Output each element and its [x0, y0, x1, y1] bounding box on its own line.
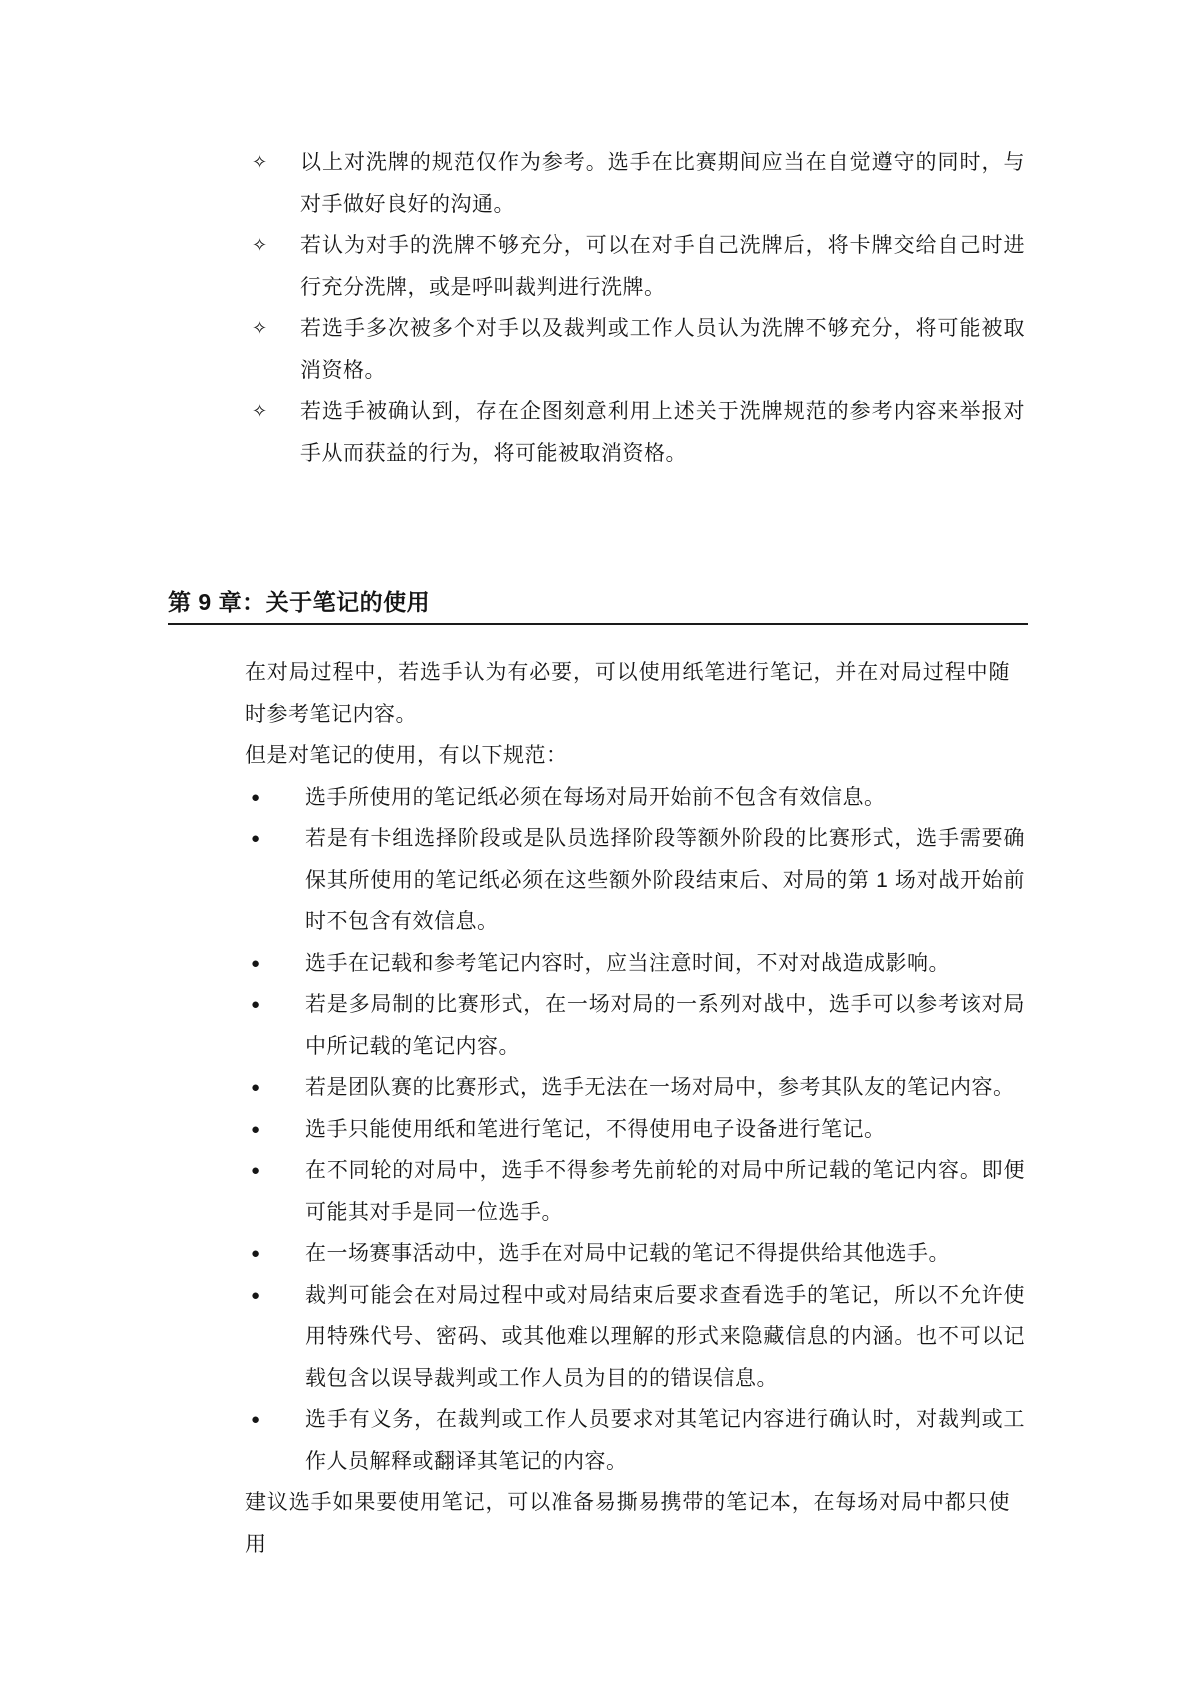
list-item: [252, 142, 1025, 225]
shuffle-rules-list: [252, 142, 1025, 474]
list-item: [245, 984, 1025, 1067]
intro-paragraph: 在对局过程中，若选手认为有必要，可以使用纸笔进行笔记，并在对局过程中随时参考笔记内容。: [245, 661, 1010, 726]
list-item-text: 选手在记载和参考笔记内容时，应当注意时间，不对对战造成影响。: [305, 951, 950, 975]
circle-bullet-icon: ●: [251, 1411, 261, 1428]
chapter-heading: 第 9 章：关于笔记的使用: [168, 586, 1028, 625]
circle-bullet-icon: ●: [251, 1120, 261, 1138]
circle-bullet-icon: ●: [251, 996, 261, 1013]
list-item: [245, 818, 1025, 943]
diamond-bullet-icon: ✧: [252, 152, 268, 172]
list-item: [245, 1233, 1025, 1275]
list-item-text: 若选手被确认到，存在企图刻意利用上述关于洗牌规范的参考内容来举报对手从而获益的行为，将可能被取消资格。: [300, 400, 1025, 465]
list-item: [252, 391, 1025, 474]
list-item-text: 若认为对手的洗牌不够充分，可以在对手自己洗牌后，将卡牌交给自己时进行充分洗牌，或是呼叫裁判进行洗牌。: [300, 234, 1025, 299]
circle-bullet-icon: ●: [251, 1079, 261, 1096]
list-item: [245, 1067, 1025, 1109]
list-item: [245, 1275, 1025, 1400]
list-item-text: 在一场赛事活动中，选手在对局中记载的笔记不得提供给其他选手。: [305, 1242, 950, 1265]
circle-bullet-icon: ●: [251, 1162, 261, 1179]
list-item-text: 若选手多次被多个对手以及裁判或工作人员认为洗牌不够充分，将可能被取消资格。: [300, 317, 1025, 382]
intro-paragraph: 但是对笔记的使用，有以下规范：: [245, 744, 568, 767]
list-item-text: 若是多局制的比赛形式，在一场对局的一系列对战中，选手可以参考该对局中所记载的笔记内容。: [305, 993, 1025, 1058]
list-item: [245, 1150, 1025, 1233]
list-item: [245, 777, 1025, 819]
list-item: [245, 1109, 1025, 1151]
diamond-bullet-icon: ✧: [252, 235, 268, 255]
diamond-bullet-icon: ✧: [252, 318, 268, 338]
circle-bullet-icon: ●: [251, 830, 261, 847]
chapter-body: [245, 652, 1025, 1565]
list-item-text: 若是有卡组选择阶段或是队员选择阶段等额外阶段的比赛形式，选手需要确保其所使用的笔记纸必须在这些额外阶段结束后、对局的第 1 场对战开始前时不包含有效信息。: [305, 827, 1025, 933]
list-item-text: 若是团队赛的比赛形式，选手无法在一场对局中，参考其队友的笔记内容。: [305, 1076, 1015, 1099]
circle-bullet-icon: ●: [251, 1245, 261, 1262]
list-item-text: 选手只能使用纸和笔进行笔记，不得使用电子设备进行笔记。: [305, 1117, 886, 1141]
circle-bullet-icon: ●: [251, 1286, 261, 1304]
outro-paragraph: 建议选手如果要使用笔记，可以准备易撕易携带的笔记本，在每场对局中都只使用: [245, 1491, 1010, 1556]
circle-bullet-icon: ●: [251, 788, 261, 806]
list-item: [245, 943, 1025, 985]
list-item: [252, 225, 1025, 308]
list-item-text: 以上对洗牌的规范仅作为参考。选手在比赛期间应当在自觉遵守的同时，与对手做好良好的沟通。: [300, 151, 1025, 216]
list-item: [245, 1399, 1025, 1482]
note-rules-list: [245, 777, 1025, 1483]
list-item-text: 裁判可能会在对局过程中或对局结束后要求查看选手的笔记，所以不允许使用特殊代号、密码、或其他难以理解的形式来隐藏信息的内涵。也不可以记载包含以误导裁判或工作人员为目的的错误信息。: [305, 1283, 1025, 1390]
list-item: [252, 308, 1025, 391]
list-item-text: 选手有义务，在裁判或工作人员要求对其笔记内容进行确认时，对裁判或工作人员解释或翻译其笔记的内容。: [305, 1408, 1025, 1473]
list-item-text: 在不同轮的对局中，选手不得参考先前轮的对局中所记载的笔记内容。即便可能其对手是同一位选手。: [305, 1159, 1025, 1224]
list-item-text: 选手所使用的笔记纸必须在每场对局开始前不包含有效信息。: [305, 785, 886, 809]
circle-bullet-icon: ●: [251, 954, 261, 972]
diamond-bullet-icon: ✧: [252, 401, 268, 421]
